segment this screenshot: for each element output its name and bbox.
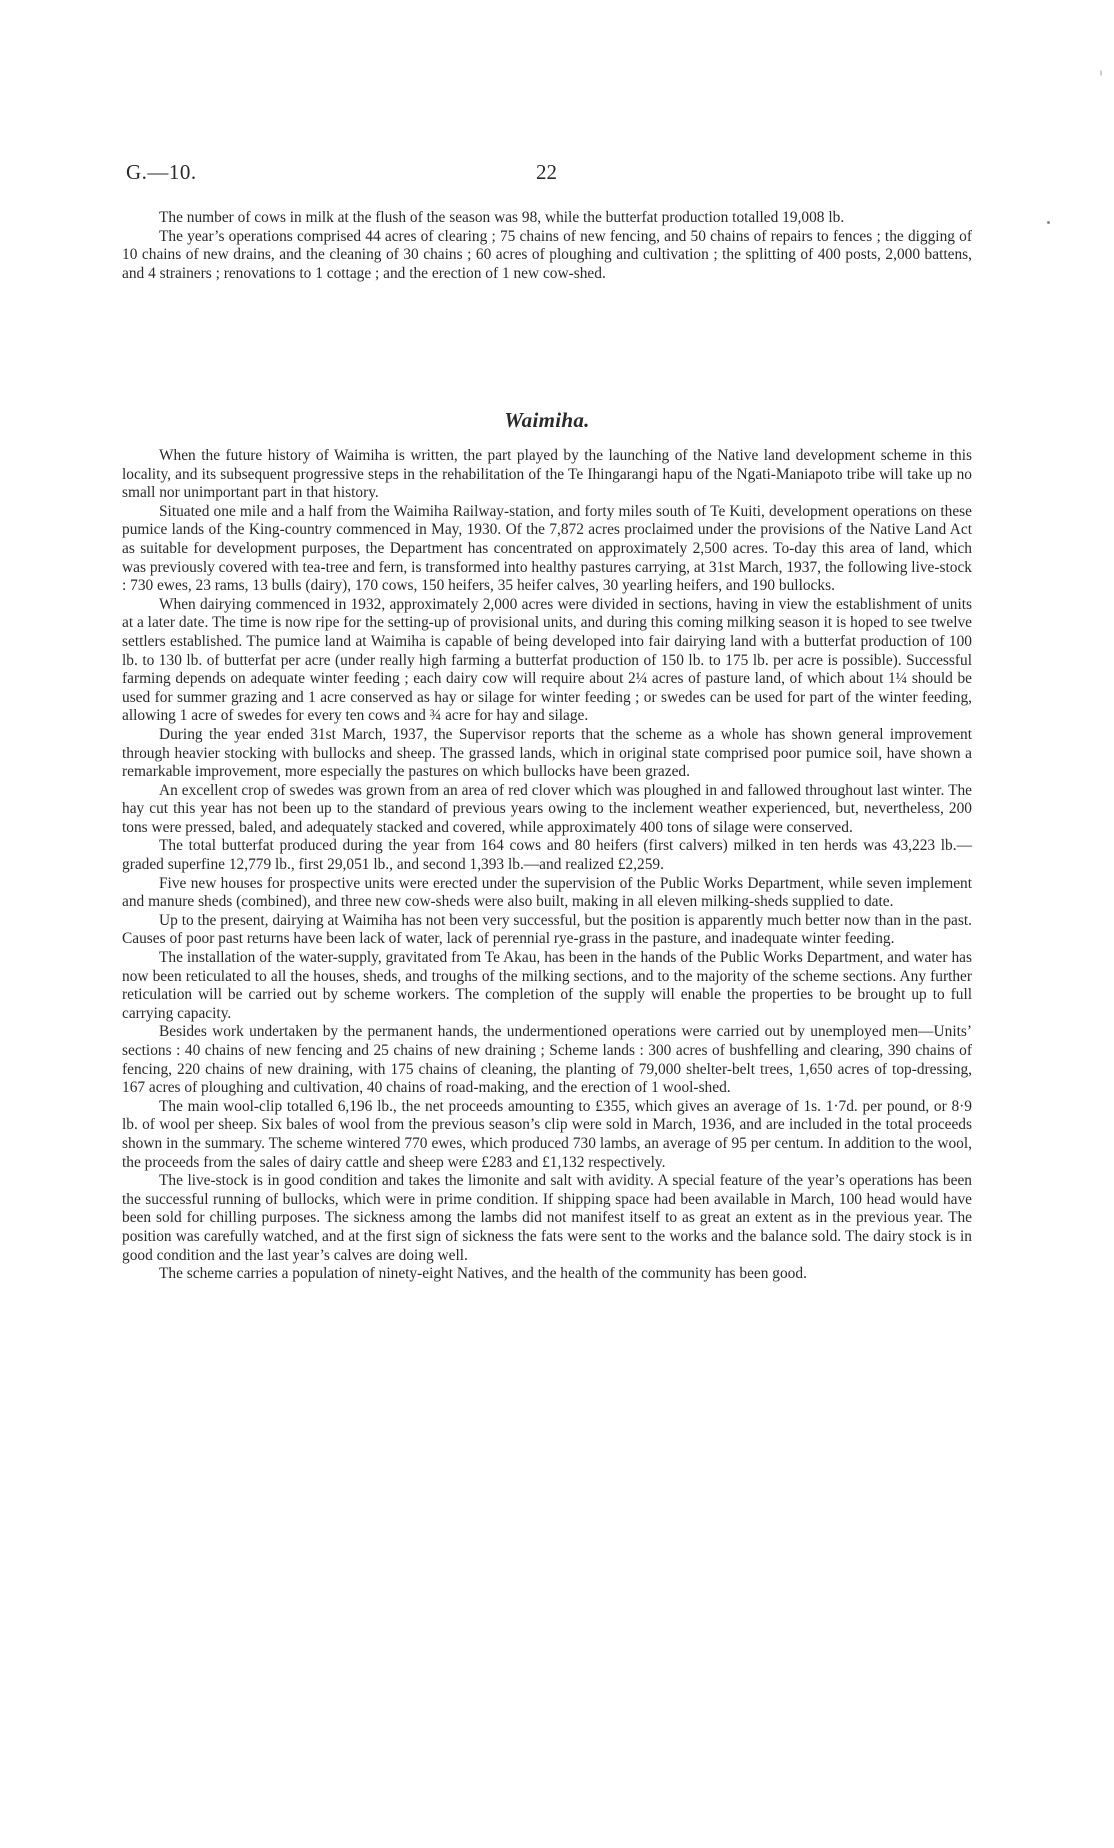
paragraph: The installation of the water-supply, gravitated from Te Akau, has been in the hands of the Public Works Department, and water has now been reticulated to all the houses, sheds, and troughs of the milking sections, and to the majority of the scheme sections. Any further reticulation will be carried out by scheme workers. The completion of the supply will enable the properties to be brought up to full carrying capacity. xyxy=(122,949,972,1022)
paragraph: The scheme carries a population of ninety-eight Natives, and the health of the community has been good. xyxy=(159,1265,807,1283)
paragraph: When dairying commenced in 1932, approximately 2,000 acres were divided in sections, having in view the establishment of units at a later date. The time is now ripe for the setting-up of provisional units, and during this coming milking season it is hoped to see twelve settlers established. The pumice land at Waimiha is capable of being developed into fair dairying land with a butterfat production of 100 lb. to 130 lb. of butterfat per acre (under really high farming a butterfat production of 150 lb. to 175 lb. per acre is possible). Successful farming depends on adequate winter feeding ; each dairy cow will require about 2¼ acres of pasture land, of which about 1¼ should be used for summer grazing and 1 acre conserved as hay or silage for winter feeding ; or swedes can be used for part of the winter feeding, allowing 1 acre of swedes for every ten cows and ¾ acre for hay and silage. xyxy=(122,595,972,725)
section-heading xyxy=(122,408,972,433)
paragraph: Besides work undertaken by the permanent hands, the undermentioned operations were carried out by unemployed men—Units’ sections : 40 chains of new fencing and 25 chains of new draining ; Scheme lands : 300 acres of bushfelling and clearing, 390 chains of fencing, 220 chains of new draining, with 175 chains of cleaning, the planting of 79,000 shelter-belt trees, 1,650 acres of top-dressing, 167 acres of ploughing and cultivation, 40 chains of road-making, and the erection of 1 wool-shed. xyxy=(122,1023,972,1097)
paragraph: The total butterfat produced during the year from 164 cows and 80 heifers (first calvers) milked in ten herds was 43,223 lb.—graded superfine 12,779 lb., first 29,051 lb., and second 1,393 lb.—and realized £2,259. xyxy=(122,837,972,874)
scan-speck xyxy=(1100,70,1102,76)
section-title: Waimiha. xyxy=(504,408,590,432)
paragraph: The number of cows in milk at the flush of the season was 98, while the butterfat production totalled 19,008 lb. xyxy=(159,209,845,226)
paragraph: Five new houses for prospective units were erected under the supervision of the Public Works Department, while seven implement and manure sheds (combined), and three new cow-sheds were also built, making in all eleven milking-sheds supplied to date. xyxy=(122,874,972,911)
previous-section-continuation xyxy=(122,209,972,283)
paragraph: The live-stock is in good condition and takes the limonite and salt with avidity. A special feature of the year’s operations has been the successful running of bullocks, which were in prime condition. If shipping space had been available in March, 100 head would have been sold for chilling purposes. The sickness among the lambs did not manifest itself to as great an extent as in the previous year. The position was carefully watched, and at the first sign of sickness the fats were sent to the works and the balance sold. The dairy stock is in good condition and the last year’s calves are doing well. xyxy=(122,1172,972,1264)
paragraph: Situated one mile and a half from the Waimiha Railway-station, and forty miles south of Te Kuiti, development operations on these pumice lands of the King-country commenced in May, 1930. Of the 7,872 acres proclaimed under the provisions of the Native Land Act as suitable for development purposes, the Department has concentrated on approximately 2,500 acres. To-day this area of land, which was previously covered with tea-tree and fern, is transformed into healthy pastures carrying, at 31st March, 1937, the following live-stock : 730 ewes, 23 rams, 13 bulls (dairy), 170 cows, 150 heifers, 35 heifer calves, 30 yearling heifers, and 190 bullocks. xyxy=(122,502,972,595)
page-number: 22 xyxy=(536,160,557,184)
scan-speck xyxy=(1047,221,1050,224)
series-number: G.—10. xyxy=(126,160,197,184)
paragraph: When the future history of Waimiha is written, the part played by the launching of the Native land development scheme in this locality, and its subsequent progressive steps in the rehabilitation of the Te Ihingarangi hapu of the Ngati-Maniapoto tribe will take up no small nor unimportant part in that history. xyxy=(122,447,972,502)
paragraph: The year’s operations comprised 44 acres of clearing ; 75 chains of new fencing, and 50 chains of repairs to fences ; the digging of 10 chains of new drains, and the cleaning of 30 chains ; 60 acres of ploughing and cultivation ; the splitting of 400 posts, 2,000 battens, and 4 strainers ; renovations to 1 cottage ; and the erection of 1 new cow-shed. xyxy=(122,227,972,282)
page-header xyxy=(126,160,972,190)
paragraph: The main wool-clip totalled 6,196 lb., the net proceeds amounting to £355, which gives an average of 1s. 1·7d. per pound, or 8·9 lb. of wool per sheep. Six bales of wool from the previous season’s clip were sold in March, 1936, and are included in the total proceeds shown in the summary. The scheme wintered 770 ewes, which produced 730 lambs, an average of 95 per centum. In addition to the wool, the proceeds from the sales of dairy cattle and sheep were £283 and £1,132 respectively. xyxy=(122,1097,972,1171)
paragraph: Up to the present, dairying at Waimiha has not been very successful, but the position is apparently much better now than in the past. Causes of poor past returns have been lack of water, lack of perennial rye-grass in the pasture, and inadequate winter feeding. xyxy=(122,911,972,948)
section-body xyxy=(122,447,972,1284)
paragraph: During the year ended 31st March, 1937, the Supervisor reports that the scheme as a whole has shown general improvement through heavier stocking with bullocks and sheep. The grassed lands, which in original state comprised poor pumice soil, have shown a remarkable improvement, more especially the pastures on which bullocks have been grazed. xyxy=(122,725,972,781)
paragraph: An excellent crop of swedes was grown from an area of red clover which was ploughed in and fallowed throughout last winter. The hay cut this year has not been up to the standard of previous years owing to the inclement weather experienced, but, nevertheless, 200 tons were pressed, baled, and adequately stacked and covered, while approximately 400 tons of silage were conserved. xyxy=(122,781,972,836)
